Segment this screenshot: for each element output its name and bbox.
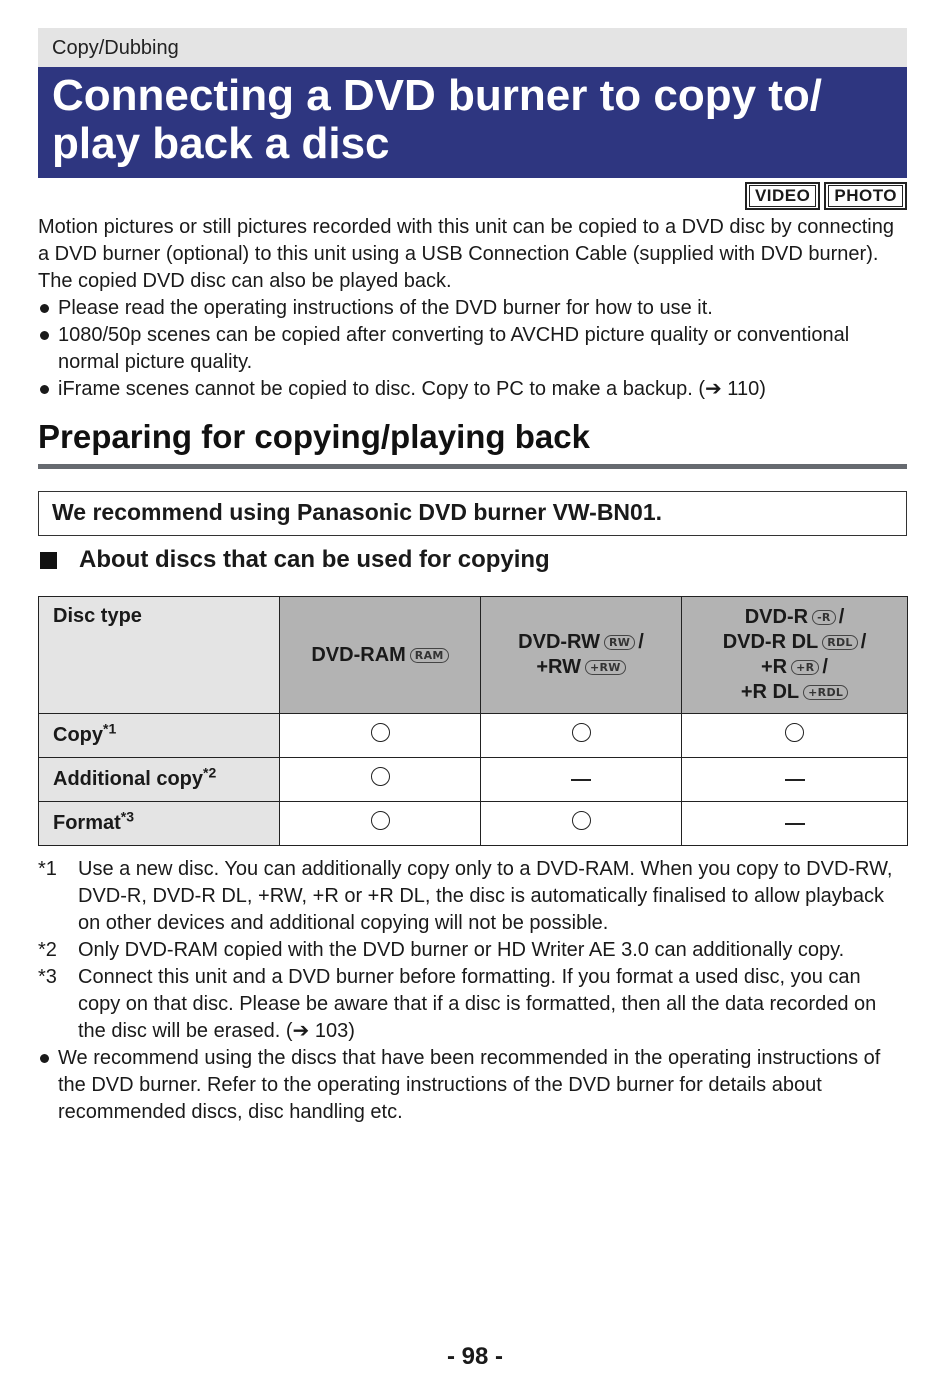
table-cell	[280, 714, 481, 758]
disc-column-header	[280, 597, 481, 714]
separator: /	[838, 606, 845, 628]
table-cell	[481, 758, 682, 802]
disc-type-line	[682, 655, 907, 680]
manual-page	[38, 28, 907, 1126]
photo-mode-badge: PHOTO	[824, 182, 907, 210]
table-cell	[481, 714, 682, 758]
row-label	[39, 714, 280, 758]
footnote	[38, 856, 907, 937]
disc-logo-icon: +RW	[585, 660, 626, 675]
intro-bullet: Please read the operating instructions of the DVD burner for how to use it.	[38, 295, 907, 322]
footnote	[38, 937, 907, 964]
disc-type-name: +RW	[536, 656, 581, 678]
intro-bullet: iFrame scenes cannot be copied to disc. Copy to PC to make a backup. (➔ 110)	[38, 376, 907, 403]
footnote-mark: *3	[38, 966, 57, 988]
disc-type-line	[481, 655, 681, 680]
table-cell	[682, 714, 908, 758]
disc-type-line	[280, 643, 480, 668]
separator: /	[860, 631, 867, 653]
dash-icon	[785, 823, 805, 825]
row-label-text: Additional copy	[53, 768, 203, 790]
disc-logo-icon: RDL	[822, 635, 858, 650]
disc-type-name: DVD-R DL	[722, 631, 819, 653]
disc-logo-icon: +RDL	[803, 685, 848, 700]
square-bullet-icon	[40, 552, 57, 569]
final-bullet: We recommend using the discs that have been recommended in the operating instructions of the DVD burner. Refer to the operating instructions of the DVD burner for details about recommended discs, disc handling etc.	[38, 1045, 907, 1126]
video-mode-badge: VIDEO	[745, 182, 820, 210]
footnote-ref: *1	[103, 720, 117, 737]
disc-type-name: DVD-R	[744, 606, 809, 628]
table-cell	[682, 758, 908, 802]
section-heading: Preparing for copying/playing back	[38, 417, 907, 469]
page-title	[38, 67, 907, 178]
separator: /	[638, 631, 644, 653]
subheading-text: About discs that can be used for copying	[79, 546, 550, 573]
circle-icon	[371, 811, 390, 830]
disc-type-name: +R DL	[740, 681, 800, 703]
section-tag: Copy/Dubbing	[38, 28, 907, 67]
separator: /	[822, 656, 828, 678]
circle-icon	[785, 723, 804, 742]
footnote-ref: *2	[203, 764, 217, 781]
intro-paragraph: Motion pictures or still pictures recorded with this unit can be copied to a DVD disc by connecting a DVD burner (optional) to this unit using a USB Connection Cable (supplied with DVD burner). The copied DVD disc can also be played back.	[38, 216, 894, 292]
disc-logo-icon: RAM	[410, 648, 449, 663]
disc-type-line	[682, 605, 907, 630]
footnote-text: Only DVD-RAM copied with the DVD burner or HD Writer AE 3.0 can additionally copy.	[78, 939, 845, 961]
dash-icon	[785, 779, 805, 781]
disc-logo-icon: RW	[604, 635, 635, 650]
table-row	[39, 758, 908, 802]
disc-logo-icon: -R	[812, 610, 836, 625]
dash-icon	[571, 779, 591, 781]
intro-bullets	[38, 295, 907, 403]
row-label	[39, 802, 280, 846]
footnote-text: Use a new disc. You can additionally copy only to a DVD-RAM. When you copy to DVD-RW, DVD-R, DVD-R DL, +RW, +R or +R DL, the disc is automatically finalised to allow playback on other devices and additional copying will not be possible.	[78, 858, 893, 934]
recommendation-box: We recommend using Panasonic DVD burner VW-BN01.	[38, 491, 907, 536]
disc-type-table	[38, 596, 908, 846]
footnote-text: Connect this unit and a DVD burner before formatting. If you format a used disc, you can copy on that disc. Please be aware that if a disc is formatted, then all the data recorded on the disc will be erased. (➔ 103)	[78, 966, 877, 1042]
page-title-line-1: Connecting a DVD burner to copy to/	[52, 71, 823, 120]
table-cell	[481, 802, 682, 846]
footnote-ref: *3	[120, 808, 135, 825]
footnotes	[38, 856, 907, 1126]
disc-column-header	[682, 597, 908, 714]
footnote-mark: *2	[38, 939, 57, 961]
mode-badges	[38, 182, 907, 210]
footnote	[38, 964, 907, 1045]
circle-icon	[572, 723, 591, 742]
disc-logo-icon: +R	[791, 660, 819, 675]
subheading	[38, 545, 907, 575]
table-cell	[280, 758, 481, 802]
row-label-text: Copy	[53, 724, 103, 746]
intro-bullet: 1080/50p scenes can be copied after converting to AVCHD picture quality or conventional normal picture quality.	[38, 322, 907, 376]
table-row	[39, 714, 908, 758]
circle-icon	[371, 723, 390, 742]
circle-icon	[371, 767, 390, 786]
table-corner-label: Disc type	[39, 597, 280, 714]
disc-type-name: +R	[761, 656, 788, 678]
circle-icon	[572, 811, 591, 830]
table-cell	[682, 802, 908, 846]
disc-type-line	[481, 630, 681, 655]
disc-type-name: DVD-RW	[518, 631, 601, 653]
disc-type-line	[682, 680, 907, 705]
row-label-text: Format	[53, 812, 121, 834]
disc-type-name: DVD-RAM	[311, 643, 406, 666]
table-cell	[280, 802, 481, 846]
table-row	[39, 802, 908, 846]
table-header-row	[39, 597, 908, 714]
row-label	[39, 758, 280, 802]
page-number: - 98 -	[446, 1343, 503, 1370]
footnote-mark: *1	[38, 858, 57, 880]
disc-type-line	[682, 630, 907, 655]
disc-column-header	[481, 597, 682, 714]
page-title-line-2: play back a disc	[52, 119, 390, 168]
final-bullet-list	[38, 1045, 907, 1126]
